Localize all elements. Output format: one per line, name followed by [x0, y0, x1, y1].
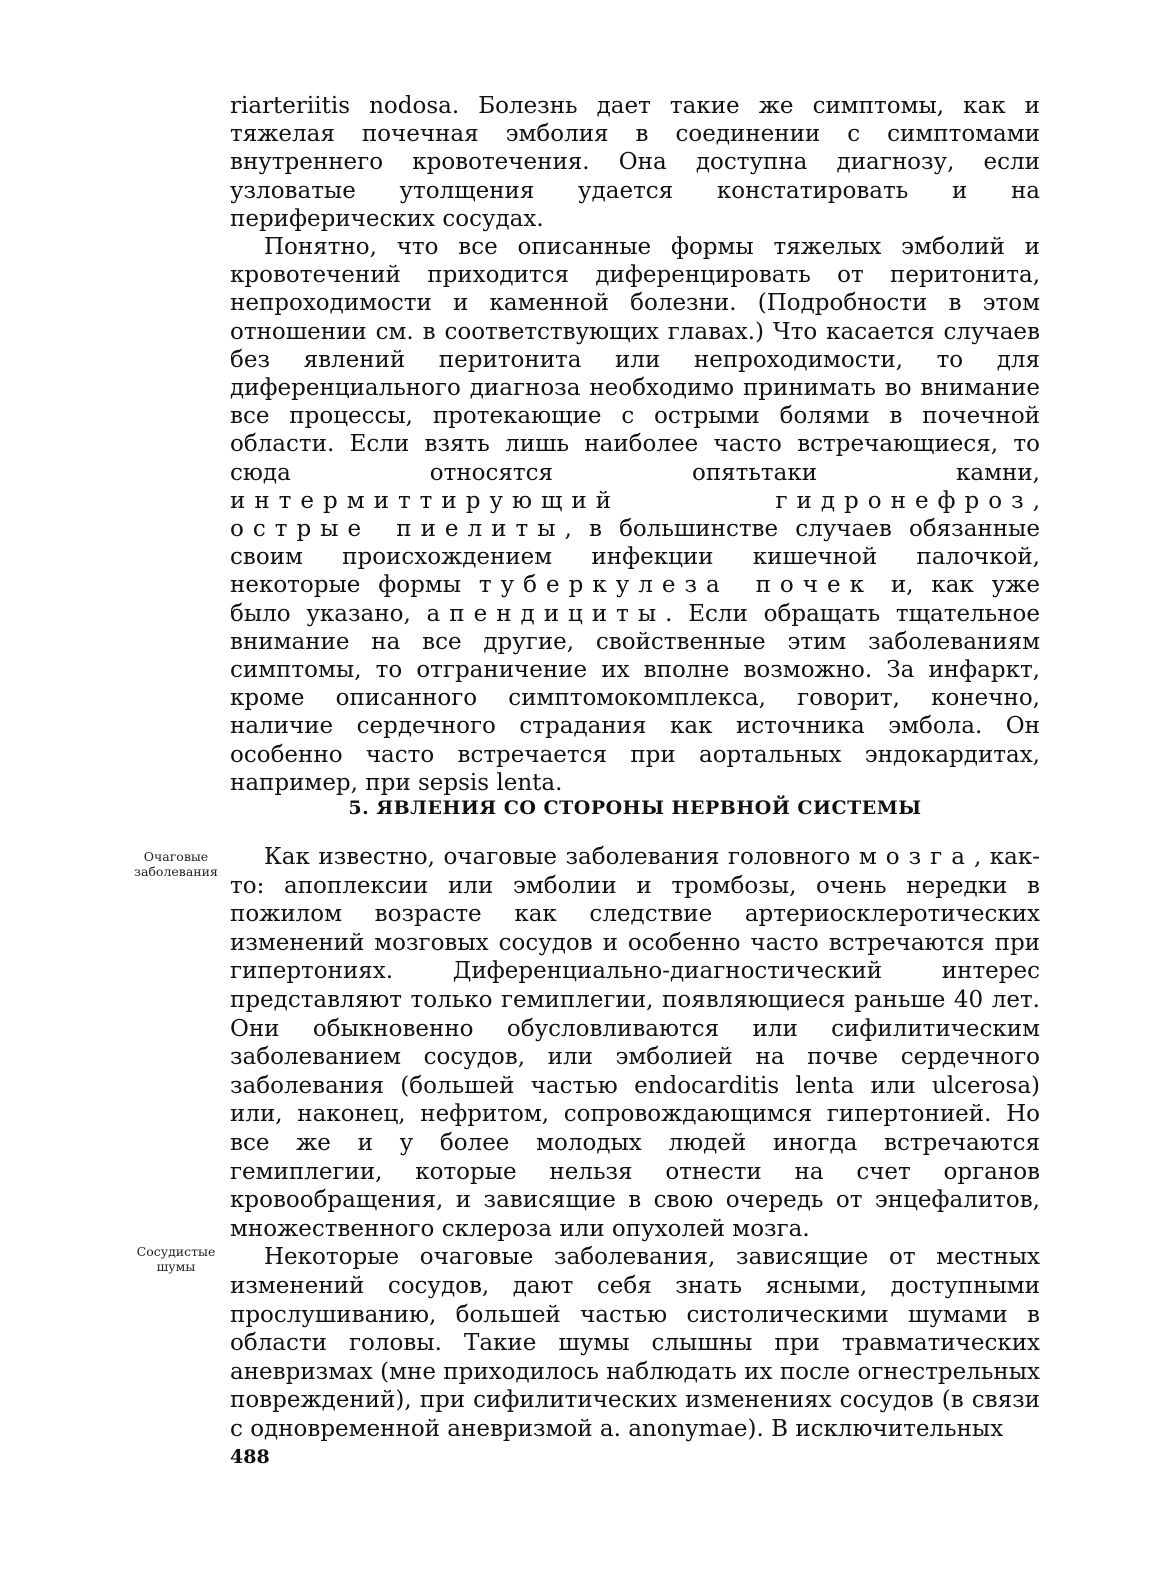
- paragraph-3-part-1: Как известно, очаговые заболевания головного: [264, 844, 859, 870]
- section-heading: 5. ЯВЛЕНИЯ СО СТОРОНЫ НЕРВНОЙ СИСТЕМЫ: [348, 797, 922, 819]
- text-column-top: [230, 92, 1040, 797]
- paragraph-3-part-2: , как-то: апоплексии или эмболии и тромбозы, очень нередки в пожилом возрасте как следствие артериосклеротических изменений мозговых сосудов и особенно часто встречаются при гипертониях. Диференциально-диагностический интерес представляют только гемиплегии, появляющиеся раньше 40 лет. Они обыкновенно обусловливаются или сифилитическим заболеванием сосудов, или эмболией на почве сердечного заболевания (большей частью endocarditis lenta или ulcerosa) или, наконец, нефритом, сопровождающимся гипертонией. Но все же и у более молодых людей иногда встречаются гемиплегии, которые нельзя отнести на счет органов кровообращения, и зависящие в свою очередь от энцефалитов, множественного склероза или опухолей мозга.: [230, 844, 1040, 1242]
- paragraph-3: [230, 843, 1040, 1243]
- emphasis-tuberculosis: туберкулеза почек: [478, 572, 873, 599]
- paragraph-2-part-5: . Если обращать тщательное внимание на все другие, свойственные этим заболеваниям симптомы, то отграничение их вполне возможно. За инфаркт, кроме описанного симптомокомплекса, говорит, конечно, наличие сердечного страдания как источника эмбола. Он особенно часто встречается при аортальных эндокардитах, например, при sepsis lenta.: [230, 600, 1040, 796]
- margin-note-focal-diseases: Очаговые заболевания: [134, 849, 218, 879]
- paragraph-1: riarteriitis nodosa. Болезнь дает такие же симптомы, как и тяжелая почечная эмболия в соединении с симптомами внутреннего кровотечения. Она доступна диагнозу, если узловатые утолщения удается констатировать и на периферических сосудах.: [230, 93, 1040, 232]
- text-column-bottom: [230, 843, 1040, 1443]
- paragraph-2-part-3: , в большинстве случаев обязанные своим происхождением инфекции кишечной палочкой, некоторые формы: [230, 516, 1040, 599]
- paragraph-2-part-1: Понятно, что все описанные формы тяжелых эмболий и кровотечений приходится диференцировать от перитонита, непроходимости и каменной болезни. (Подробности в этом отношении см. в соответствующих главах.) Что касается случаев без явлений перитонита или непроходимости, то для диференциального диагноза необходимо принимать во внимание все процессы, протекающие с острыми болями в почечной области. Если взять лишь наиболее часто встречающиеся, то сюда относятся опятьтаки камни,: [230, 234, 1040, 486]
- paragraph-2-part-2: ,: [1032, 487, 1040, 514]
- paragraph-4: Некоторые очаговые заболевания, зависящие от местных изменений сосудов, дают себя знать ясными, доступными прослушиванию, большей частью систолическими шумами в области головы. Такие шумы слышны при травматических аневризмах (мне приходилось наблюдать их после огнестрельных повреждений), при сифилитических изменениях сосудов (в связи с одновременной аневризмой a. anonymae). В исключительных: [230, 1244, 1040, 1442]
- emphasis-brain: мозга: [858, 844, 974, 870]
- paragraph-2: [230, 233, 1040, 797]
- margin-note-vascular-murmurs: Сосудистые шумы: [136, 1244, 216, 1274]
- emphasis-appendicitis: апендициты: [426, 600, 666, 627]
- emphasis-pyelitis: острые пиелиты: [230, 516, 565, 543]
- emphasis-hydronephrosis: интермиттирующий гидронефроз: [230, 487, 1033, 514]
- page-number: 488: [230, 1446, 270, 1468]
- paragraph-2-part-4: и, как уже было указано,: [230, 572, 1040, 627]
